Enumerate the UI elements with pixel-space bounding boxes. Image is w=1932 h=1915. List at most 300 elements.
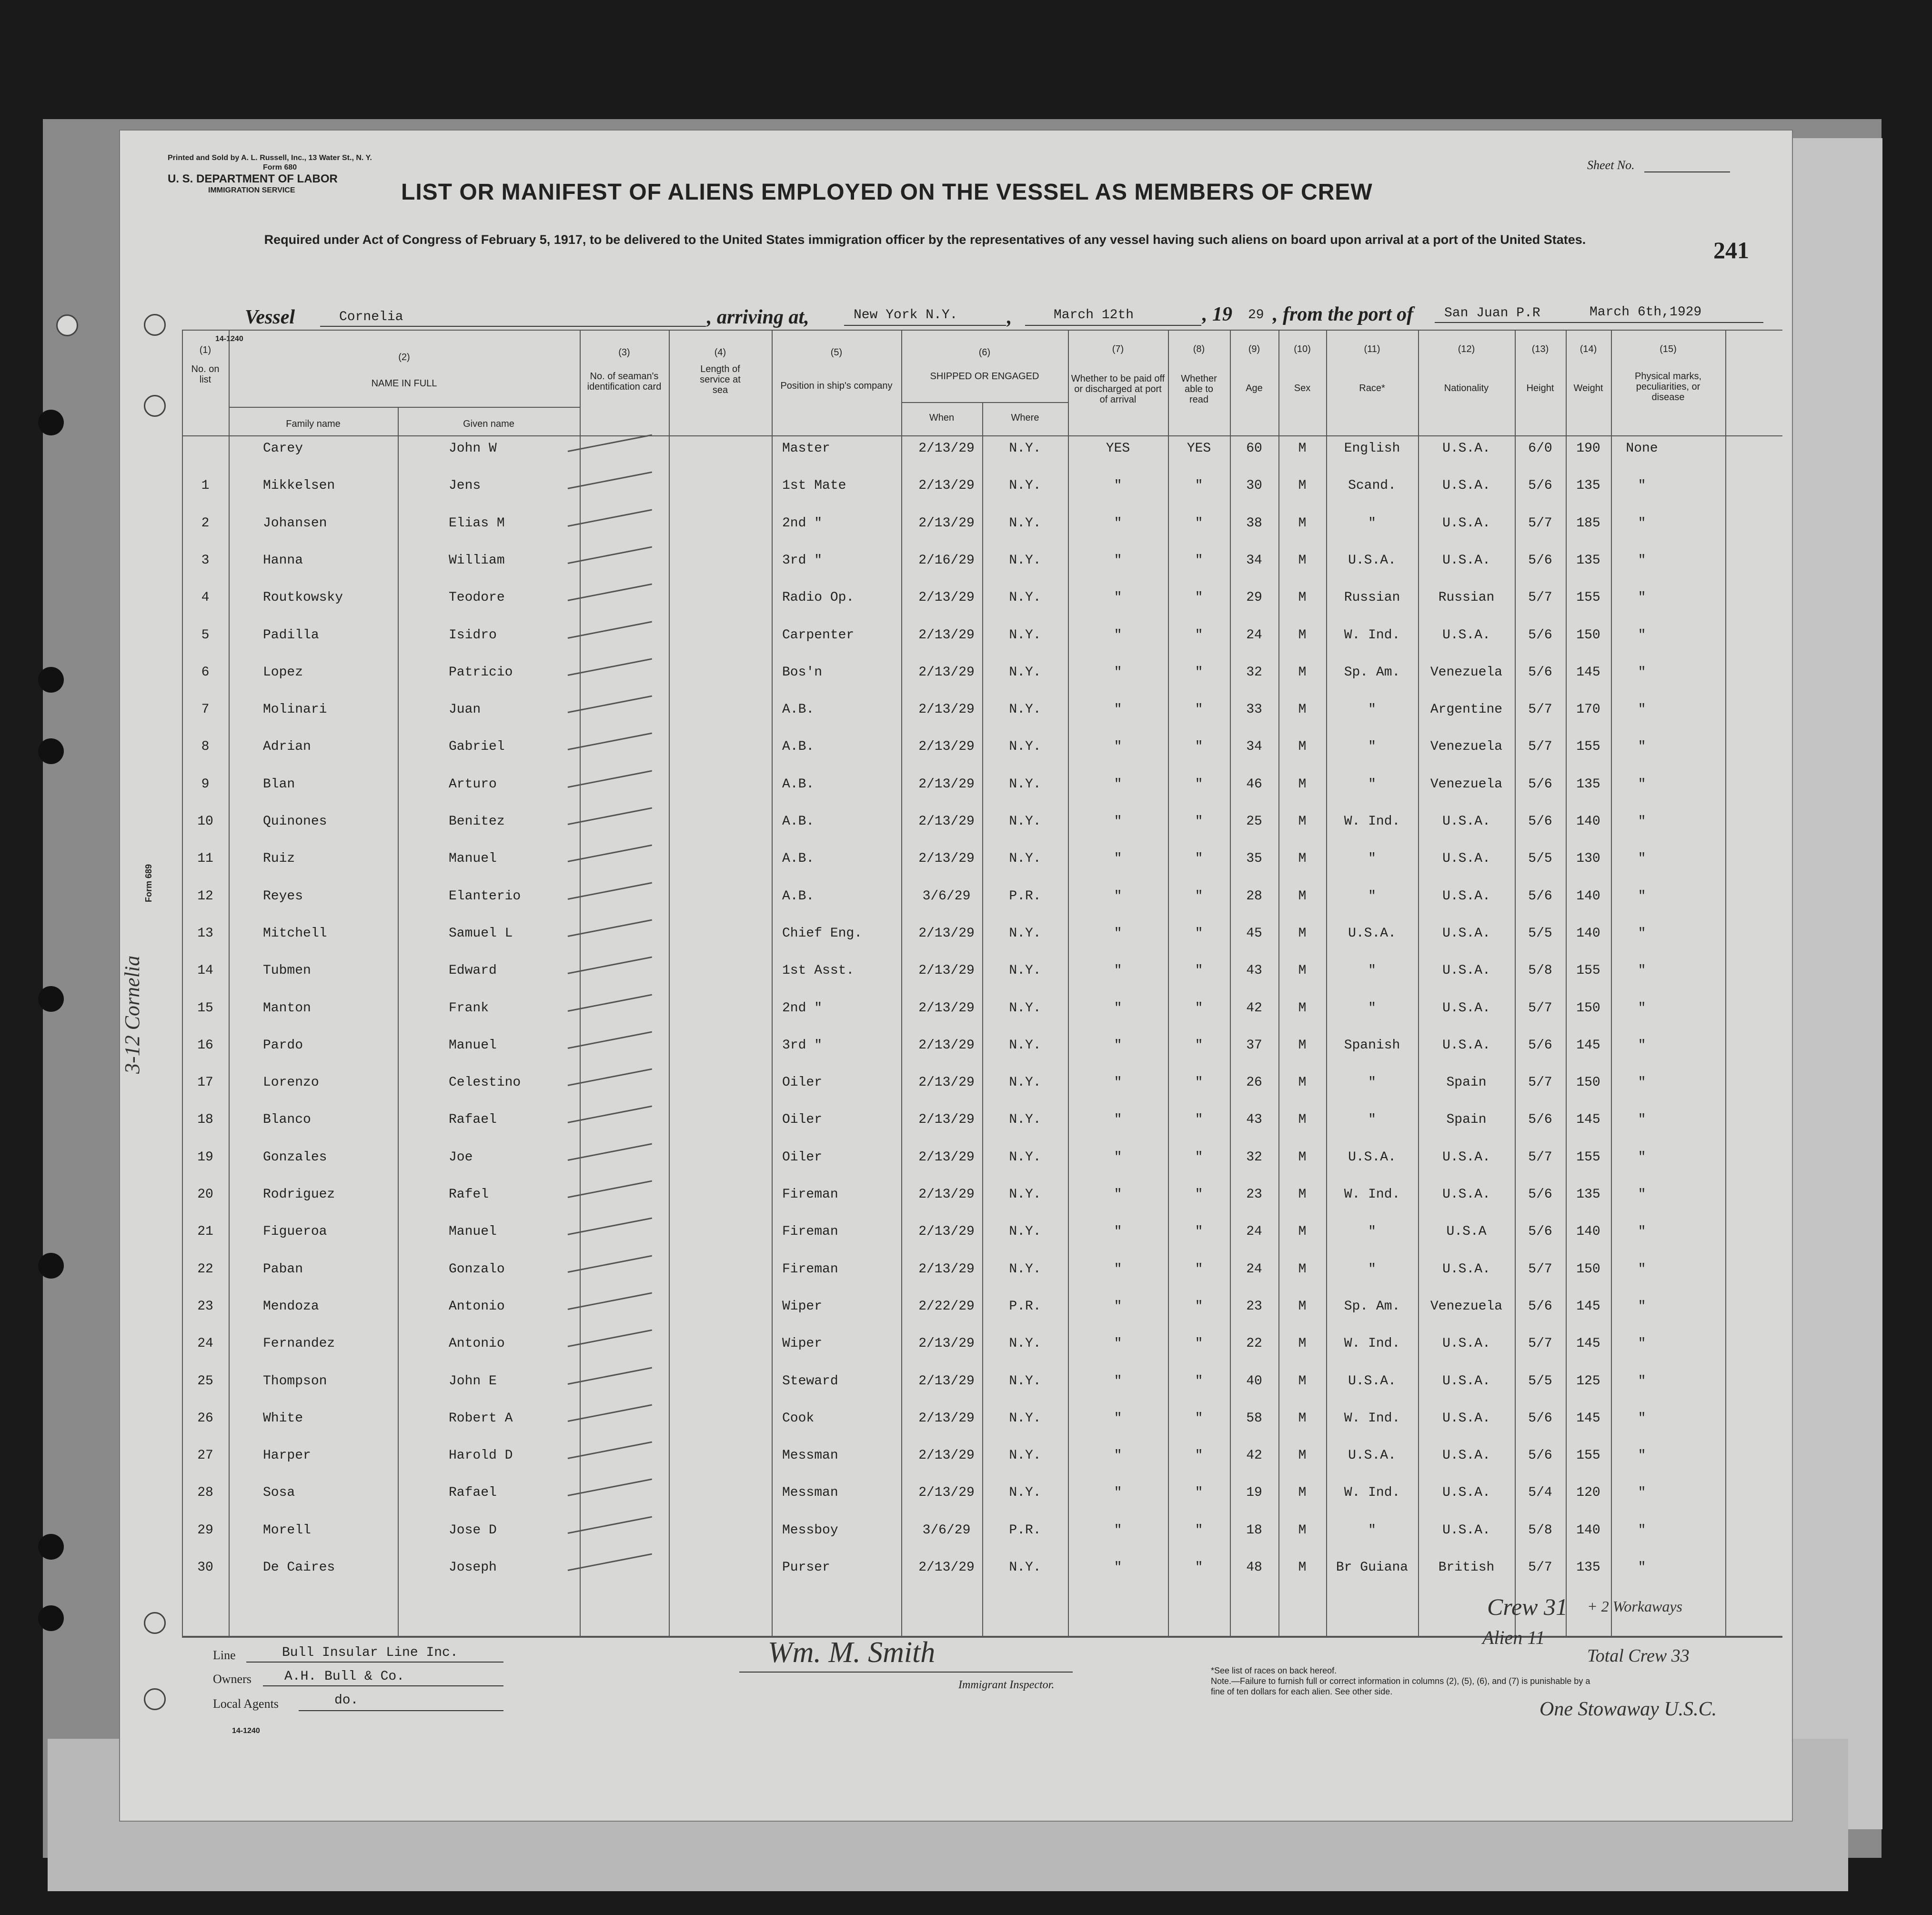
cell-physical-marks: " — [1638, 1149, 1646, 1165]
cell-position: A.B. — [782, 776, 815, 792]
cell-paid-off: " — [1114, 926, 1122, 941]
cell-able-read: " — [1195, 1149, 1203, 1165]
cell-no: 12 — [197, 888, 213, 904]
cell-race: " — [1368, 515, 1376, 531]
cell-age: 34 — [1246, 739, 1262, 755]
margin-form-label: Form 689 — [144, 864, 153, 902]
cell-height: 5/6 — [1528, 1299, 1552, 1314]
table-row — [120, 478, 1782, 515]
cell-paid-off: " — [1114, 590, 1122, 605]
cell-race: Sp. Am. — [1344, 665, 1400, 680]
cell-race: " — [1368, 888, 1376, 904]
cell-shipped-where: N.Y. — [1009, 814, 1041, 829]
agents-value: do. — [334, 1693, 359, 1708]
cell-shipped-when: 2/13/29 — [918, 1112, 975, 1128]
line-label: Line — [213, 1648, 236, 1662]
cell-physical-marks: " — [1638, 1299, 1646, 1314]
cell-weight: 140 — [1576, 926, 1600, 941]
cell-sex: M — [1298, 1112, 1307, 1128]
cell-given-name: Elanterio — [449, 888, 521, 904]
cell-no: 24 — [197, 1336, 213, 1351]
cell-given-name: Frank — [449, 1000, 489, 1016]
cell-able-read: " — [1195, 665, 1203, 680]
sheet-number-line — [1644, 171, 1730, 172]
cell-shipped-where: N.Y. — [1009, 1224, 1041, 1240]
cell-shipped-when: 2/13/29 — [918, 515, 975, 531]
table-row — [120, 851, 1782, 888]
line-underline — [246, 1662, 503, 1663]
cell-age: 32 — [1246, 1149, 1262, 1165]
cell-position: A.B. — [782, 814, 815, 829]
cell-sex: M — [1298, 963, 1307, 978]
cell-paid-off: " — [1114, 1112, 1122, 1128]
vessel-label: Vessel — [245, 306, 295, 328]
cell-shipped-where: N.Y. — [1009, 739, 1041, 755]
header-length-service: Length of service at sea — [700, 364, 741, 395]
cell-race: W. Ind. — [1344, 1485, 1400, 1501]
binder-hole — [38, 738, 64, 764]
col-num-15: (15) — [1660, 344, 1677, 354]
cell-able-read: " — [1195, 776, 1203, 792]
cell-weight: 145 — [1576, 1112, 1600, 1128]
cell-nationality: U.S.A. — [1442, 888, 1490, 904]
cell-weight: 170 — [1576, 702, 1600, 717]
cell-age: 58 — [1246, 1411, 1262, 1426]
cell-race: U.S.A. — [1348, 553, 1396, 568]
name-sub-rule — [229, 407, 580, 408]
cell-physical-marks: " — [1638, 1075, 1646, 1090]
arriving-label: , arriving at, — [707, 306, 809, 328]
binder-hole — [38, 667, 64, 693]
cell-position: Wiper — [782, 1299, 823, 1314]
cell-no: 4 — [201, 590, 210, 605]
line-value: Bull Insular Line Inc. — [282, 1645, 458, 1660]
col-num-13: (13) — [1531, 344, 1549, 354]
cell-position: Wiper — [782, 1336, 823, 1351]
form-code-top: 14-1240 — [215, 335, 243, 343]
cell-age: 35 — [1246, 851, 1262, 867]
cell-given-name: Juan — [449, 702, 481, 717]
cell-given-name: Rafael — [449, 1112, 497, 1128]
cell-family-name: Routkowsky — [263, 590, 343, 605]
cell-age: 46 — [1246, 776, 1262, 792]
sheet-number-label: Sheet No. — [1587, 158, 1635, 172]
cell-weight: 155 — [1576, 1448, 1600, 1463]
cell-paid-off: " — [1114, 776, 1122, 792]
cell-family-name: Sosa — [263, 1485, 295, 1501]
cell-shipped-when: 3/6/29 — [922, 1522, 971, 1538]
cell-race: Russian — [1344, 590, 1400, 605]
cell-age: 48 — [1246, 1560, 1262, 1575]
cell-nationality: U.S.A. — [1442, 1187, 1490, 1202]
from-port-label: , from the port of — [1273, 303, 1414, 325]
cell-height: 5/7 — [1528, 1560, 1552, 1575]
cell-physical-marks: " — [1638, 553, 1646, 568]
cell-able-read: " — [1195, 814, 1203, 829]
cell-age: 60 — [1246, 441, 1262, 456]
header-no-on-list: No. on list — [191, 364, 220, 385]
cell-shipped-where: N.Y. — [1009, 851, 1041, 867]
cell-sex: M — [1298, 627, 1307, 643]
cell-physical-marks: " — [1638, 888, 1646, 904]
cell-shipped-where: N.Y. — [1009, 963, 1041, 978]
cell-shipped-when: 2/13/29 — [918, 814, 975, 829]
cell-able-read: " — [1195, 1112, 1203, 1128]
cell-shipped-where: N.Y. — [1009, 1411, 1041, 1426]
cell-nationality: U.S.A. — [1442, 1373, 1490, 1389]
cell-race: U.S.A. — [1348, 1373, 1396, 1389]
cell-paid-off: " — [1114, 1261, 1122, 1277]
cell-race: W. Ind. — [1344, 814, 1400, 829]
col-num-14: (14) — [1580, 344, 1597, 354]
table-row — [120, 1038, 1782, 1075]
binder-hole — [144, 1688, 166, 1710]
cell-position: 3rd " — [782, 553, 823, 568]
cell-given-name: William — [449, 553, 505, 568]
cell-nationality: U.S.A. — [1442, 515, 1490, 531]
cell-family-name: Mikkelsen — [263, 478, 335, 494]
cell-shipped-where: N.Y. — [1009, 478, 1041, 494]
cell-nationality: U.S.A. — [1442, 926, 1490, 941]
header-race: Race* — [1359, 383, 1385, 393]
cell-paid-off: " — [1114, 1149, 1122, 1165]
cell-physical-marks: " — [1638, 1261, 1646, 1277]
cell-height: 5/6 — [1528, 1448, 1552, 1463]
header-name-in-full: NAME IN FULL — [371, 378, 437, 389]
cell-age: 24 — [1246, 1224, 1262, 1240]
cell-no: 6 — [201, 665, 210, 680]
binder-hole — [144, 1612, 166, 1634]
cell-position: A.B. — [782, 702, 815, 717]
cell-sex: M — [1298, 776, 1307, 792]
arrival-date: March 12th — [1054, 308, 1134, 323]
cell-given-name: Patricio — [449, 665, 513, 680]
department-name: U. S. DEPARTMENT OF LABOR — [168, 172, 338, 185]
cell-able-read: " — [1195, 963, 1203, 978]
cell-height: 5/7 — [1528, 515, 1552, 531]
cell-age: 23 — [1246, 1299, 1262, 1314]
cell-weight: 125 — [1576, 1373, 1600, 1389]
cell-age: 28 — [1246, 888, 1262, 904]
table-top-rule — [182, 330, 1782, 331]
cell-nationality: U.S.A. — [1442, 1411, 1490, 1426]
cell-height: 5/7 — [1528, 1000, 1552, 1016]
cell-age: 34 — [1246, 553, 1262, 568]
cell-position: Master — [782, 441, 830, 456]
cell-paid-off: " — [1114, 814, 1122, 829]
cell-no: 28 — [197, 1485, 213, 1501]
cell-paid-off: " — [1114, 665, 1122, 680]
col-num-5: (5) — [830, 347, 843, 358]
cell-height: 5/6 — [1528, 1112, 1552, 1128]
cell-no: 15 — [197, 1000, 213, 1016]
cell-height: 5/7 — [1528, 1336, 1552, 1351]
cell-shipped-when: 2/13/29 — [918, 1224, 975, 1240]
cell-able-read: YES — [1187, 441, 1211, 456]
cell-paid-off: " — [1114, 1299, 1122, 1314]
cell-age: 25 — [1246, 814, 1262, 829]
cell-sex: M — [1298, 1336, 1307, 1351]
cell-nationality: U.S.A. — [1442, 553, 1490, 568]
cell-paid-off: " — [1114, 515, 1122, 531]
cell-race: " — [1368, 851, 1376, 867]
table-row — [120, 889, 1782, 926]
manifest-page — [119, 130, 1793, 1822]
cell-height: 5/7 — [1528, 702, 1552, 717]
cell-shipped-where: N.Y. — [1009, 1485, 1041, 1501]
cell-no: 27 — [197, 1448, 213, 1463]
page-title: LIST OR MANIFEST OF ALIENS EMPLOYED ON THE VESSEL AS MEMBERS OF CREW — [401, 180, 1373, 205]
cell-nationality: U.S.A. — [1442, 1448, 1490, 1463]
cell-shipped-when: 2/13/29 — [918, 478, 975, 494]
cell-race: W. Ind. — [1344, 1336, 1400, 1351]
cell-nationality: U.S.A. — [1442, 814, 1490, 829]
cell-no: 16 — [197, 1038, 213, 1053]
cell-family-name: Johansen — [263, 515, 327, 531]
cell-weight: 140 — [1576, 1522, 1600, 1538]
cell-family-name: Morell — [263, 1522, 311, 1538]
cell-family-name: Reyes — [263, 888, 303, 904]
cell-physical-marks: " — [1638, 627, 1646, 643]
cell-family-name: Figueroa — [263, 1224, 327, 1240]
cell-weight: 145 — [1576, 1038, 1600, 1053]
cell-weight: 140 — [1576, 888, 1600, 904]
cell-age: 42 — [1246, 1448, 1262, 1463]
cell-nationality: Venezuela — [1430, 739, 1503, 755]
cell-family-name: Molinari — [263, 702, 327, 717]
cell-given-name: Jens — [449, 478, 481, 494]
table-row — [120, 1299, 1782, 1336]
cell-able-read: " — [1195, 553, 1203, 568]
cell-race: " — [1368, 739, 1376, 755]
cell-nationality: U.S.A. — [1442, 1149, 1490, 1165]
cell-physical-marks: " — [1638, 1000, 1646, 1016]
cell-paid-off: " — [1114, 1075, 1122, 1090]
cell-shipped-when: 2/13/29 — [918, 1448, 975, 1463]
cell-position: Carpenter — [782, 627, 855, 643]
cell-weight: 135 — [1576, 478, 1600, 494]
cell-height: 5/6 — [1528, 553, 1552, 568]
cell-no: 22 — [197, 1261, 213, 1277]
cell-sex: M — [1298, 441, 1307, 456]
cell-no: 11 — [197, 851, 213, 867]
cell-weight: 130 — [1576, 851, 1600, 867]
cell-given-name: John E — [449, 1373, 497, 1389]
cell-weight: 135 — [1576, 1560, 1600, 1575]
cell-shipped-when: 2/13/29 — [918, 702, 975, 717]
binder-hole — [144, 314, 166, 336]
cell-shipped-where: N.Y. — [1009, 1038, 1041, 1053]
cell-position: Cook — [782, 1411, 815, 1426]
cell-shipped-where: P.R. — [1009, 888, 1041, 904]
cell-nationality: Russian — [1438, 590, 1495, 605]
cell-shipped-when: 2/13/29 — [918, 851, 975, 867]
cell-given-name: Harold D — [449, 1448, 513, 1463]
cell-height: 5/4 — [1528, 1485, 1552, 1501]
cell-paid-off: " — [1114, 702, 1122, 717]
cell-no: 17 — [197, 1075, 213, 1090]
cell-shipped-where: N.Y. — [1009, 590, 1041, 605]
cell-weight: 135 — [1576, 1187, 1600, 1202]
cell-position: Oiler — [782, 1075, 823, 1090]
cell-given-name: Elias M — [449, 515, 505, 531]
cell-shipped-when: 2/13/29 — [918, 441, 975, 456]
cell-physical-marks: " — [1638, 926, 1646, 941]
cell-position: Messboy — [782, 1522, 838, 1538]
cell-given-name: Celestino — [449, 1075, 521, 1090]
cell-position: Fireman — [782, 1224, 838, 1240]
cell-family-name: Blan — [263, 776, 295, 792]
cell-race: " — [1368, 776, 1376, 792]
cell-paid-off: " — [1114, 1522, 1122, 1538]
cell-position: 1st Asst. — [782, 963, 855, 978]
header-able-read: Whether able to read — [1181, 373, 1217, 405]
cell-age: 33 — [1246, 702, 1262, 717]
cell-race: " — [1368, 1261, 1376, 1277]
cell-weight: 155 — [1576, 739, 1600, 755]
cell-sex: M — [1298, 553, 1307, 568]
cell-family-name: Padilla — [263, 627, 319, 643]
binder-hole — [38, 410, 64, 435]
header-height: Height — [1526, 383, 1554, 393]
cell-able-read: " — [1195, 739, 1203, 755]
cell-position: A.B. — [782, 888, 815, 904]
table-row — [120, 665, 1782, 702]
inspector-signature: Wm. M. Smith — [768, 1636, 936, 1669]
cell-given-name: Robert A — [449, 1411, 513, 1426]
cell-able-read: " — [1195, 1000, 1203, 1016]
cell-height: 5/5 — [1528, 1373, 1552, 1389]
binder-hole — [56, 314, 78, 336]
cell-shipped-where: N.Y. — [1009, 1149, 1041, 1165]
cell-sex: M — [1298, 702, 1307, 717]
cell-shipped-when: 3/6/29 — [922, 888, 971, 904]
cell-height: 5/7 — [1528, 1261, 1552, 1277]
cell-weight: 150 — [1576, 627, 1600, 643]
cell-race: U.S.A. — [1348, 1149, 1396, 1165]
cell-shipped-where: P.R. — [1009, 1522, 1041, 1538]
cell-shipped-when: 2/13/29 — [918, 1261, 975, 1277]
cell-no: 14 — [197, 963, 213, 978]
cell-family-name: Carey — [263, 441, 303, 456]
cell-weight: 155 — [1576, 590, 1600, 605]
table-row — [120, 702, 1782, 739]
cell-sex: M — [1298, 888, 1307, 904]
cell-sex: M — [1298, 478, 1307, 494]
cell-height: 5/6 — [1528, 627, 1552, 643]
cell-nationality: U.S.A. — [1442, 627, 1490, 643]
table-row — [120, 1448, 1782, 1485]
cell-given-name: Arturo — [449, 776, 497, 792]
cell-sex: M — [1298, 1411, 1307, 1426]
form-number: Form 680 — [263, 163, 297, 171]
cell-able-read: " — [1195, 478, 1203, 494]
cell-no: 1 — [201, 478, 210, 494]
cell-weight: 120 — [1576, 1485, 1600, 1501]
cell-age: 22 — [1246, 1336, 1262, 1351]
cell-physical-marks: " — [1638, 665, 1646, 680]
handwritten-stowaway: One Stowaway U.S.C. — [1540, 1698, 1717, 1720]
cell-weight: 135 — [1576, 776, 1600, 792]
cell-shipped-where: P.R. — [1009, 1299, 1041, 1314]
cell-shipped-when: 2/13/29 — [918, 627, 975, 643]
table-row — [120, 1485, 1782, 1522]
cell-race: " — [1368, 1075, 1376, 1090]
handwritten-workaways: + 2 Workaways — [1587, 1598, 1682, 1615]
cell-no: 8 — [201, 739, 210, 755]
cell-shipped-when: 2/22/29 — [918, 1299, 975, 1314]
cell-shipped-where: N.Y. — [1009, 1075, 1041, 1090]
header-shipped: SHIPPED OR ENGAGED — [930, 371, 1039, 382]
form-code-bottom: 14-1240 — [232, 1727, 260, 1735]
cell-sex: M — [1298, 515, 1307, 531]
cell-shipped-where: N.Y. — [1009, 553, 1041, 568]
cell-sex: M — [1298, 851, 1307, 867]
cell-paid-off: " — [1114, 963, 1122, 978]
cell-family-name: Gonzales — [263, 1149, 327, 1165]
cell-nationality: Venezuela — [1430, 665, 1503, 680]
cell-shipped-when: 2/13/29 — [918, 1038, 975, 1053]
cell-sex: M — [1298, 1448, 1307, 1463]
cell-shipped-when: 2/13/29 — [918, 1075, 975, 1090]
cell-age: 24 — [1246, 1261, 1262, 1277]
col-num-2: (2) — [398, 352, 410, 363]
cell-given-name: Edward — [449, 963, 497, 978]
cell-shipped-where: N.Y. — [1009, 1261, 1041, 1277]
cell-weight: 150 — [1576, 1000, 1600, 1016]
cell-age: 32 — [1246, 665, 1262, 680]
races-note: *See list of races on back hereof. — [1211, 1666, 1337, 1675]
cell-physical-marks: " — [1638, 515, 1646, 531]
cell-age: 26 — [1246, 1075, 1262, 1090]
owners-underline — [263, 1685, 503, 1686]
cell-position: Fireman — [782, 1187, 838, 1202]
col-num-4: (4) — [714, 347, 726, 358]
cell-given-name: Antonio — [449, 1336, 505, 1351]
cell-no: 21 — [197, 1224, 213, 1240]
cell-sex: M — [1298, 926, 1307, 941]
cell-shipped-where: N.Y. — [1009, 627, 1041, 643]
from-underline — [1435, 322, 1763, 323]
header-id-card: No. of seaman's identification card — [587, 371, 662, 392]
cell-shipped-when: 2/13/29 — [918, 1000, 975, 1016]
cell-no: 29 — [197, 1522, 213, 1538]
table-row — [120, 814, 1782, 851]
handwritten-total-crew: Total Crew 33 — [1587, 1646, 1690, 1666]
cell-nationality: Spain — [1446, 1112, 1487, 1128]
cell-paid-off: " — [1114, 1336, 1122, 1351]
cell-able-read: " — [1195, 590, 1203, 605]
cell-race: Br Guiana — [1336, 1560, 1409, 1575]
table-row — [120, 1075, 1782, 1112]
cell-nationality: Venezuela — [1430, 1299, 1503, 1314]
cell-weight: 135 — [1576, 553, 1600, 568]
cell-family-name: Rodriguez — [263, 1187, 335, 1202]
table-row — [120, 1560, 1782, 1597]
printer-line: Printed and Sold by A. L. Russell, Inc., 13 Water St., N. Y. — [168, 154, 372, 162]
cell-physical-marks: " — [1638, 1522, 1646, 1538]
cell-weight: 185 — [1576, 515, 1600, 531]
cell-given-name: Benitez — [449, 814, 505, 829]
table-row — [120, 1224, 1782, 1261]
cell-weight: 145 — [1576, 1336, 1600, 1351]
cell-family-name: White — [263, 1411, 303, 1426]
cell-height: 5/6 — [1528, 1411, 1552, 1426]
cell-age: 43 — [1246, 1112, 1262, 1128]
cell-weight: 145 — [1576, 1411, 1600, 1426]
cell-given-name: Jose D — [449, 1522, 497, 1538]
cell-shipped-when: 2/13/29 — [918, 1485, 975, 1501]
